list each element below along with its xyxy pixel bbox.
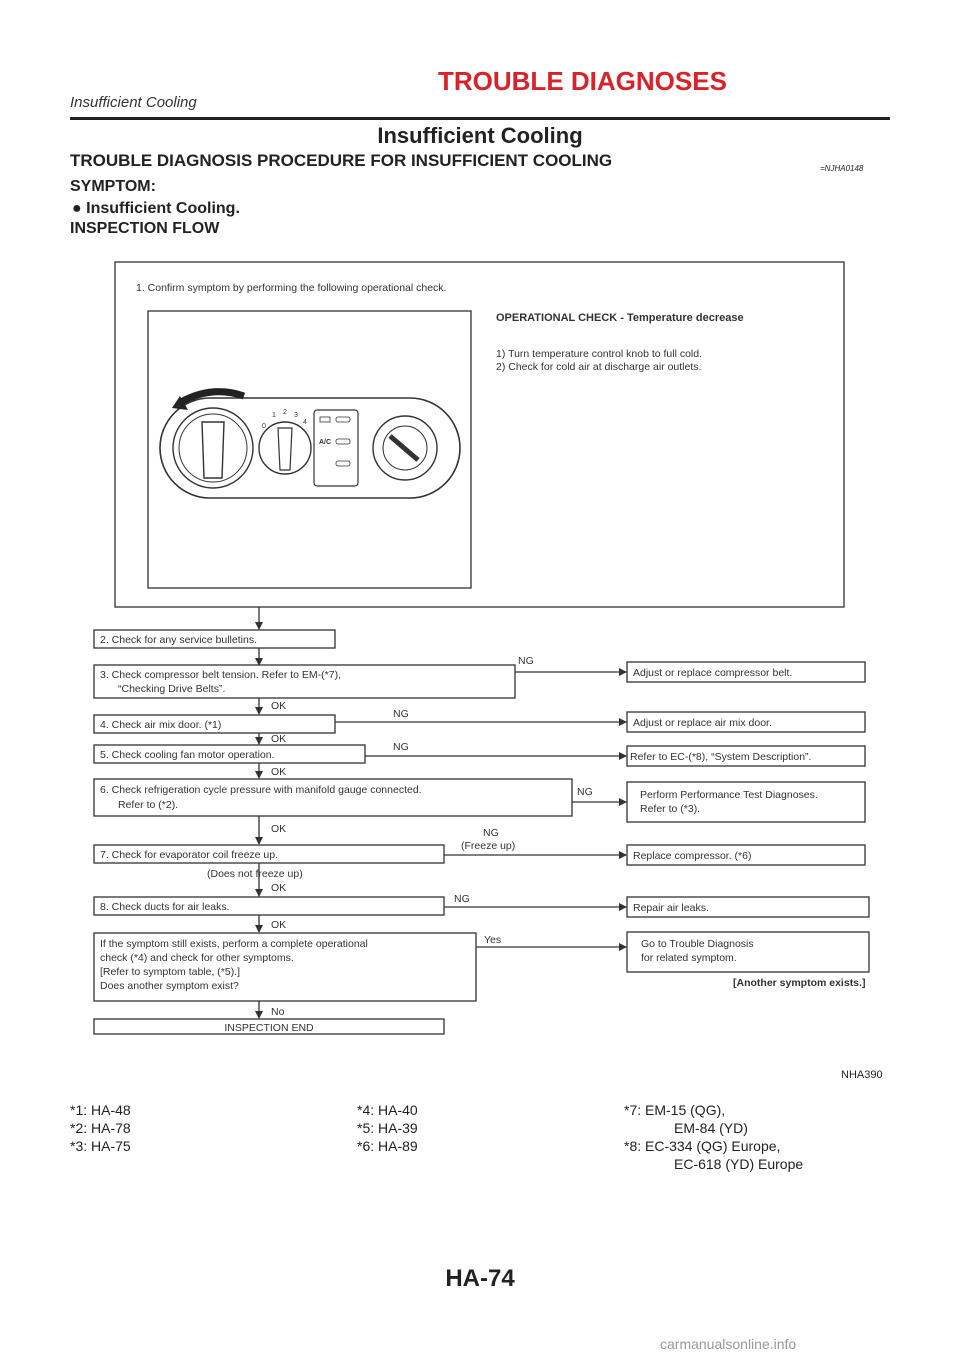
final-check-text-3: [Refer to symptom table, (*5).] (100, 966, 241, 978)
result8-text: Repair air leaks. (633, 902, 709, 914)
header-title: TROUBLE DIAGNOSES (438, 66, 727, 96)
another-symptom-label: [Another symptom exists.] (733, 977, 866, 989)
footnote: EC-618 (YD) Europe (674, 1156, 804, 1172)
op-check-line1: 1) Turn temperature control knob to full cold. (496, 348, 703, 360)
footnote: EM-84 (YD) (674, 1120, 748, 1136)
step4-text: 4. Check air mix door. (*1) (100, 719, 222, 731)
ng-label-5: NG (393, 741, 409, 753)
freeze-up-label: (Freeze up) (461, 840, 516, 852)
step3-text-2: “Checking Drive Belts”. (118, 683, 226, 695)
watermark: carmanualsonline.info (660, 1336, 797, 1352)
fan-speed-0: 0 (262, 423, 266, 430)
result7-text: Replace compressor. (*6) (633, 850, 752, 862)
step5-text: 5. Check cooling fan motor operation. (100, 749, 275, 761)
footnotes-col1 (70, 1101, 131, 1155)
ac-label: A/C (319, 439, 332, 446)
step2-text: 2. Check for any service bulletins. (100, 634, 257, 646)
footnote: *3: HA-75 (70, 1138, 131, 1154)
ng-label-3: NG (518, 655, 534, 667)
footnote: *8: EC-334 (QG) Europe, (624, 1138, 781, 1154)
page-title: Insufficient Cooling (377, 123, 583, 148)
bullet-icon: ● (72, 200, 82, 217)
footnote: *2: HA-78 (70, 1120, 131, 1136)
inspection-flow-heading: INSPECTION FLOW (70, 220, 220, 237)
footnote: *6: HA-89 (357, 1138, 418, 1154)
step6-text-2: Refer to (*2). (118, 799, 179, 811)
fan-speed-4: 4 (303, 419, 307, 426)
result5-text: Refer to EC-(*8), “System Description”. (630, 751, 812, 763)
result6-box (627, 782, 865, 822)
footnote: *1: HA-48 (70, 1102, 131, 1118)
footnote: *5: HA-39 (357, 1120, 418, 1136)
ng-label-7: NG (483, 827, 499, 839)
footnote: *7: EM-15 (QG), (624, 1102, 726, 1118)
header-subtitle: Insufficient Cooling (70, 94, 197, 111)
section-title: TROUBLE DIAGNOSIS PROCEDURE FOR INSUFFICIENT COOLING (70, 151, 613, 170)
step7-text: 7. Check for evaporator coil freeze up. (100, 849, 279, 861)
result-final-text-2: for related symptom. (641, 952, 737, 964)
panel-illustration-frame (148, 311, 471, 588)
op-check-line2: 2) Check for cold air at discharge air outlets. (496, 361, 702, 373)
fan-speed-1: 1 (272, 412, 276, 419)
result6-text-2: Refer to (*3). (640, 803, 701, 815)
footnotes-col2 (357, 1101, 418, 1155)
no-label: No (271, 1006, 285, 1018)
ok-label-6: OK (271, 823, 287, 835)
step6-text-1: 6. Check refrigeration cycle pressure with manifold gauge connected. (100, 784, 422, 796)
ok-label-7: OK (271, 882, 287, 894)
ok-label-8: OK (271, 919, 287, 931)
footnote: *4: HA-40 (357, 1102, 418, 1118)
step1-text: 1. Confirm symptom by performing the following operational check. (136, 282, 447, 294)
fan-speed-3: 3 (294, 412, 298, 419)
final-check-text-2: check (*4) and check for other symptoms. (100, 952, 294, 964)
fan-speed-2: 2 (283, 409, 287, 416)
ng-label-4: NG (393, 708, 409, 720)
page-number: HA-74 (445, 1265, 515, 1292)
figure-code: NHA390 (841, 1069, 883, 1081)
symptom-text: Insufficient Cooling. (86, 200, 240, 217)
ok-label-4: OK (271, 733, 287, 745)
result6-text-1: Perform Performance Test Diagnoses. (640, 789, 818, 801)
inspection-end-text: INSPECTION END (224, 1022, 314, 1034)
result-final-text-1: Go to Trouble Diagnosis (641, 938, 754, 950)
ok-label-5: OK (271, 766, 287, 778)
final-check-text-4: Does another symptom exist? (100, 980, 239, 992)
final-check-text-1: If the symptom still exists, perform a complete operational (100, 938, 368, 950)
step3-text-1: 3. Check compressor belt tension. Refer to EM-(*7), (100, 669, 342, 681)
section-code: =NJHA0148 (820, 164, 864, 173)
result3-text: Adjust or replace compressor belt. (633, 667, 793, 679)
footnotes-col3 (624, 1101, 803, 1173)
ng-label-8: NG (454, 893, 470, 905)
symptom-heading: SYMPTOM: (70, 178, 156, 195)
step8-text: 8. Check ducts for air leaks. (100, 901, 230, 913)
op-check-title: OPERATIONAL CHECK - Temperature decrease (496, 312, 744, 324)
result4-text: Adjust or replace air mix door. (633, 717, 772, 729)
not-freeze-label: (Does not freeze up) (207, 868, 303, 880)
ng-label-6: NG (577, 786, 593, 798)
yes-label: Yes (484, 934, 502, 946)
ok-label-3: OK (271, 700, 287, 712)
